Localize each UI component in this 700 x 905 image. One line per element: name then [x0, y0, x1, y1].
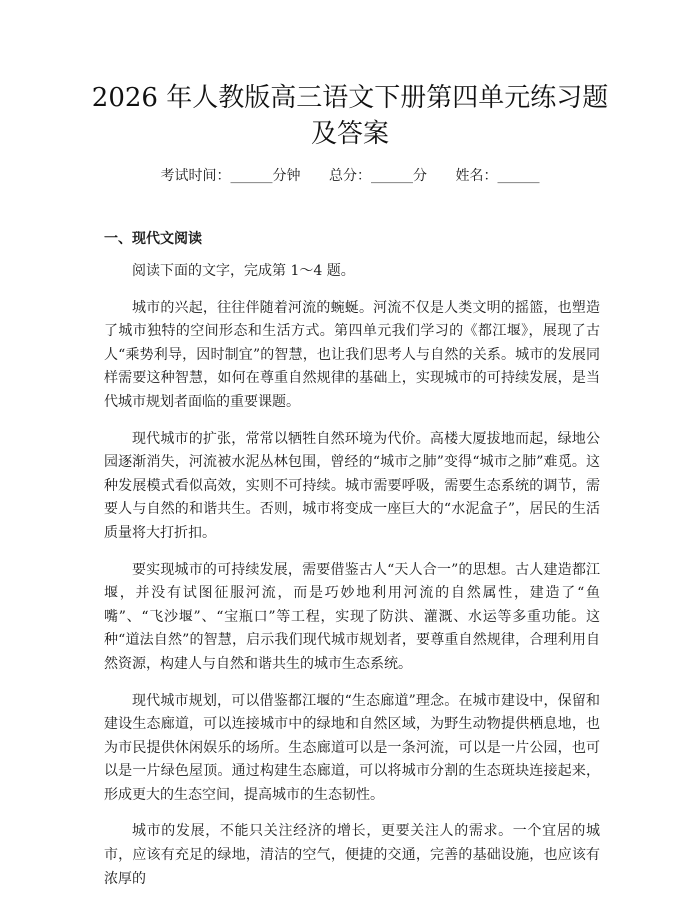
exam-time-label: 考试时间： [160, 168, 231, 184]
reading-instruction: 阅读下面的文字，完成第 1～4 题。 [132, 263, 355, 279]
passage-paragraph: 现代城市的扩张，常常以牺牲自然环境为代价。高楼大厦拔地而起，绿地公园逐渐消失，河流被水泥丛林包围，曾经的“城市之肺”变得“城市之肺”难觅。这种发展模式看似高效，实则不可持续。城市需要呼吸，需要生态系统的调节，需要人与自然的和谐共生。否则，城市将变成一座巨大的“水泥盒子”，居民的生活质量将大打折扣。 [104, 430, 600, 541]
student-name-field [455, 166, 539, 186]
passage-paragraph: 现代城市规划，可以借鉴都江堰的“生态廊道”理念。在城市建设中，保留和建设生态廊道，可以连接城市中的绿地和自然区域，为野生动物提供栖息地，也为市民提供休闲娱乐的场所。生态廊道可以是一条河流，可以是一片公园，也可以是一片绿色屋顶。通过构建生态廊道，可以将城市分割的生态斑块连接起来，形成更大的生态空间，提高城市的生态韧性。 [104, 692, 600, 803]
total-score-label: 总分： [329, 168, 371, 184]
section-heading: 一、现代文阅读 [104, 231, 202, 247]
exam-time-field [161, 166, 301, 186]
total-score-field [329, 166, 427, 186]
exam-time-unit: 分钟 [272, 168, 301, 184]
reading-passage [104, 260, 600, 904]
total-score-unit: 分 [413, 168, 427, 184]
exam-time-blank: ______ [230, 168, 273, 184]
student-name-label: 姓名： [455, 168, 498, 184]
exam-info [0, 166, 700, 186]
passage-paragraph: 要实现城市的可持续发展，需要借鉴古人“天人合一”的思想。古人建造都江堰，并没有试图征服河流，而是巧妙地利用河流的自然属性，建造了“鱼嘴”、“飞沙堰”、“宝瓶口”等工程，实现了防洪、灌溉、水运等多重功能。这种“道法自然”的智慧，启示我们现代城市规划者，要尊重自然规律，合理利用自然资源，构建人与自然和谐共生的城市生态系统。 [104, 561, 600, 672]
student-name-blank: ______ [497, 168, 540, 184]
passage-paragraph: 城市的发展，不能只关注经济的增长，更要关注人的需求。一个宜居的城市，应该有充足的绿地，清洁的空气，便捷的交通，完善的基础设施，也应该有浓厚的 [104, 823, 600, 887]
passage-paragraph: 城市的兴起，往往伴随着河流的蜿蜒。河流不仅是人类文明的摇篮，也塑造了城市独特的空间形态和生活方式。第四单元我们学习的《都江堰》，展现了古人“乘势利导，因时制宜”的智慧，也让我们思考人与自然的关系。城市的发展同样需要这种智慧，如何在尊重自然规律的基础上，实现城市的可持续发展，是当代城市规划者面临的重要课题。 [104, 299, 600, 410]
document-title: 2026 年人教版高三语文下册第四单元练习题及答案 [91, 83, 609, 149]
total-score-blank: ______ [371, 168, 413, 184]
